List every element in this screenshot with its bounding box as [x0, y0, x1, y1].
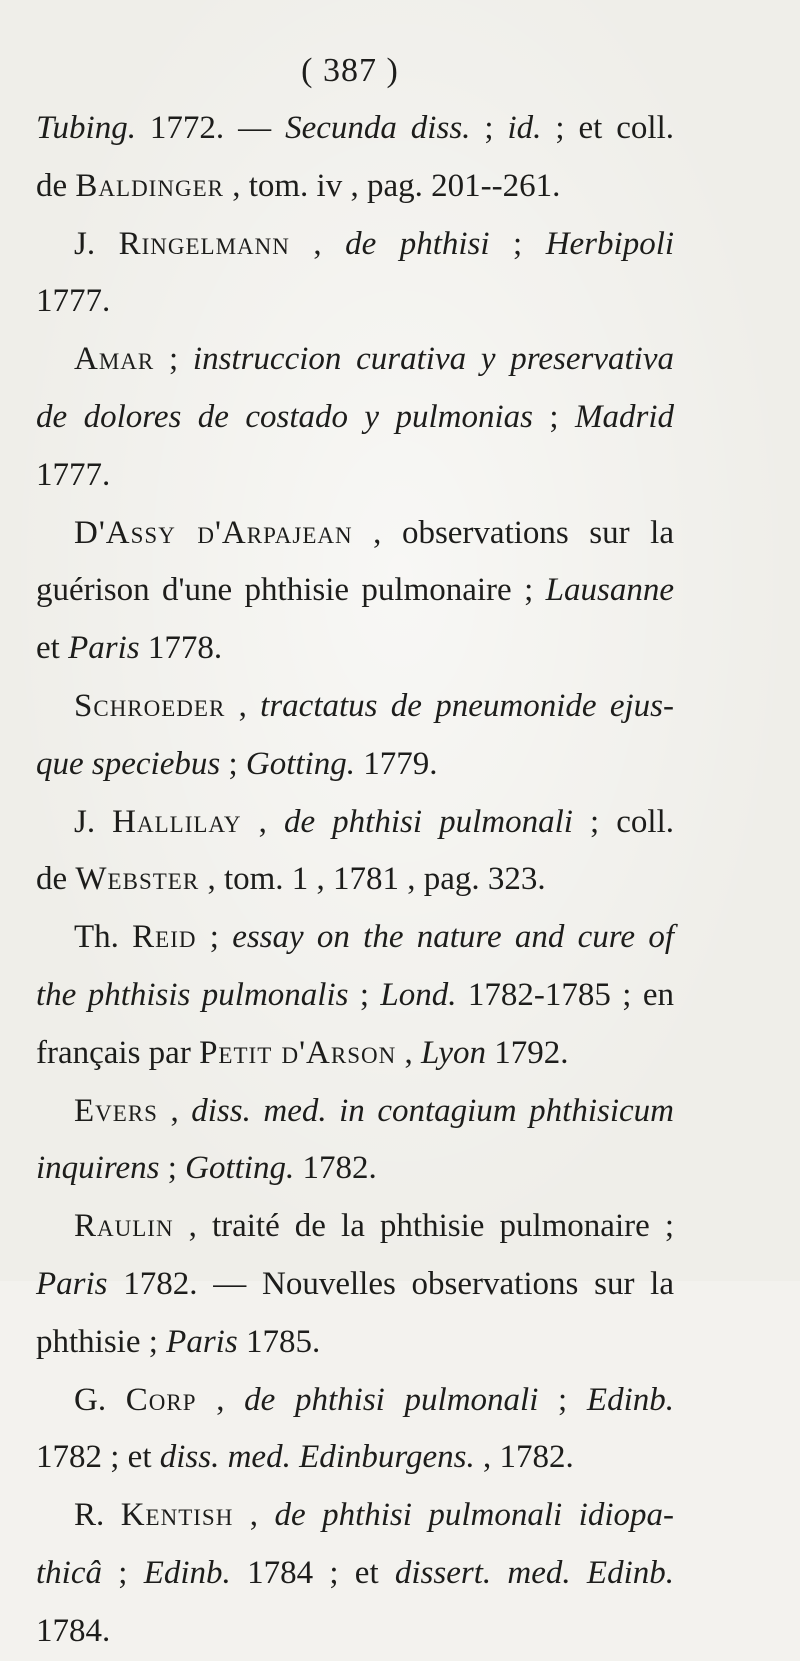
italic-text: thicâ	[36, 1554, 102, 1591]
text-segment: , tom. 1 , 1781 , pag. 323.	[199, 861, 546, 898]
text-line	[36, 1603, 674, 1661]
text-segment: ;	[220, 745, 246, 782]
author-name: Petit d'Arson	[199, 1034, 397, 1071]
italic-text: Edinb.	[586, 1381, 674, 1418]
text-segment: ; et coll.	[541, 110, 674, 146]
text-line	[36, 562, 674, 620]
page-number: ( 387 )	[301, 52, 399, 89]
text-segment: ,	[289, 225, 346, 262]
text-segment: ,	[225, 687, 261, 724]
text-segment: 1784.	[36, 1612, 111, 1649]
text-line	[36, 505, 674, 563]
text-line	[36, 1545, 674, 1603]
author-name: D'Assy d'Arpajean	[74, 514, 353, 551]
text-line	[36, 794, 674, 852]
author-name: Reid	[132, 919, 197, 956]
italic-text: Gotting.	[185, 1150, 295, 1187]
italic-text: tractatus de pneumonide ejus-	[260, 687, 674, 724]
italic-text: dissert. med. Edinb.	[394, 1554, 675, 1591]
text-line	[36, 100, 674, 158]
text-line	[36, 1429, 674, 1487]
italic-text: Edinb.	[143, 1554, 231, 1591]
text-line	[36, 1198, 674, 1256]
italic-text: Lausanne	[545, 572, 674, 609]
author-name: Amar	[74, 341, 155, 378]
italic-text: instruccion curativa y preservativa	[192, 341, 674, 378]
text-line	[36, 967, 674, 1025]
text-segment: 1777.	[36, 456, 111, 493]
text-line	[36, 447, 674, 505]
text-segment: 1777.	[36, 283, 111, 320]
text-segment: guérison d'une phthisie pulmonaire ;	[36, 572, 546, 609]
text-segment: 1782 ; et	[36, 1439, 160, 1476]
author-name: Webster	[75, 861, 200, 898]
italic-text: essay on the nature and cure of	[232, 919, 674, 956]
text-line	[36, 216, 674, 274]
text-line	[36, 620, 674, 678]
italic-text: que speciebus	[36, 745, 221, 782]
italic-text: id.	[507, 110, 542, 146]
text-line	[36, 1372, 674, 1430]
text-segment: J.	[74, 225, 119, 262]
italic-text: Lyon	[420, 1034, 487, 1071]
italic-text: Madrid	[575, 398, 674, 435]
italic-text: de phthisi pulmonali	[244, 1381, 539, 1418]
text-segment: , tom. iv , pag. 201--261.	[223, 167, 561, 204]
text-segment: ;	[101, 1554, 144, 1591]
text-segment: , 1782.	[474, 1439, 574, 1476]
text-line	[36, 1140, 674, 1198]
text-segment: ;	[532, 398, 575, 435]
text-segment: 1782.	[294, 1150, 377, 1187]
text-segment: ;	[159, 1150, 186, 1187]
text-segment: ;	[470, 110, 508, 146]
text-line	[36, 273, 674, 331]
text-segment: ,	[396, 1034, 421, 1071]
text-line	[36, 1487, 674, 1545]
author-name: Evers	[74, 1092, 158, 1129]
text-segment: ,	[196, 1381, 245, 1418]
italic-text: inquirens	[36, 1150, 160, 1187]
text-segment: 1779.	[354, 745, 438, 782]
italic-text: Paris	[36, 1265, 108, 1302]
italic-text: diss. med. in contagium phthisicum	[191, 1092, 674, 1129]
text-segment: , observations sur la	[352, 514, 674, 551]
text-line	[36, 851, 674, 909]
text-line	[36, 1083, 674, 1141]
text-segment: français par	[36, 1034, 200, 1071]
text-line	[36, 1025, 674, 1083]
text-segment: 1778.	[139, 630, 223, 667]
text-segment: R.	[74, 1497, 121, 1534]
italic-text: de phthisi pulmonali idiopa-	[274, 1497, 674, 1534]
author-name: Baldinger	[75, 167, 224, 204]
text-line	[36, 678, 674, 736]
italic-text: Secunda diss.	[285, 110, 471, 146]
text-segment: phthisie ;	[36, 1323, 167, 1360]
author-name: Hallilay	[112, 803, 242, 840]
text-line	[36, 736, 674, 794]
text-line	[36, 1314, 674, 1372]
italic-text: Herbipoli	[545, 225, 675, 262]
italic-text: de dolores de costado y pulmonias	[36, 398, 533, 435]
text-segment: 1785.	[237, 1323, 321, 1360]
italic-text: Lond.	[380, 976, 457, 1013]
text-segment: 1772. —	[135, 110, 286, 146]
text-segment: G.	[74, 1381, 126, 1418]
text-segment: 1792.	[486, 1034, 569, 1071]
text-line	[36, 331, 674, 389]
bibliography-text	[36, 100, 674, 1661]
text-segment: ,	[233, 1497, 275, 1534]
text-line	[36, 1256, 674, 1314]
author-name: Schroeder	[74, 687, 226, 724]
text-segment: ,	[241, 803, 284, 840]
text-segment: , traité de la phthisie pulmonaire ;	[173, 1208, 674, 1245]
italic-text: diss. med. Edinburgens.	[159, 1439, 475, 1476]
text-segment: Th.	[74, 919, 133, 956]
text-segment: ,	[157, 1092, 192, 1129]
italic-text: de phthisi	[345, 225, 490, 262]
text-segment: ;	[154, 341, 193, 378]
author-name: Raulin	[74, 1208, 174, 1245]
text-segment: ;	[538, 1381, 587, 1418]
text-segment: de	[36, 167, 76, 204]
text-segment: ;	[489, 225, 546, 262]
text-line	[36, 909, 674, 967]
text-segment: 1784 ; et	[230, 1554, 395, 1591]
author-name: Ringelmann	[118, 225, 290, 262]
italic-text: Tubing.	[36, 110, 136, 146]
text-segment: J.	[74, 803, 113, 840]
author-name: Kentish	[120, 1497, 234, 1534]
italic-text: de phthisi pulmonali	[283, 803, 573, 840]
italic-text: the phthisis pulmonalis	[36, 976, 349, 1013]
italic-text: Paris	[166, 1323, 238, 1360]
text-segment: 1782. — Nouvelles observations sur la	[107, 1265, 674, 1302]
italic-text: Gotting.	[245, 745, 355, 782]
text-line	[36, 158, 674, 216]
author-name: Corp	[125, 1381, 197, 1418]
text-segment: 1782-1785 ; en	[456, 976, 675, 1013]
text-line	[36, 389, 674, 447]
italic-text: Paris	[68, 630, 140, 667]
text-segment: ;	[348, 976, 381, 1013]
text-segment: ; coll.	[572, 803, 674, 840]
text-segment: de	[36, 861, 76, 898]
text-segment: ;	[196, 919, 233, 956]
text-segment: et	[36, 630, 69, 667]
